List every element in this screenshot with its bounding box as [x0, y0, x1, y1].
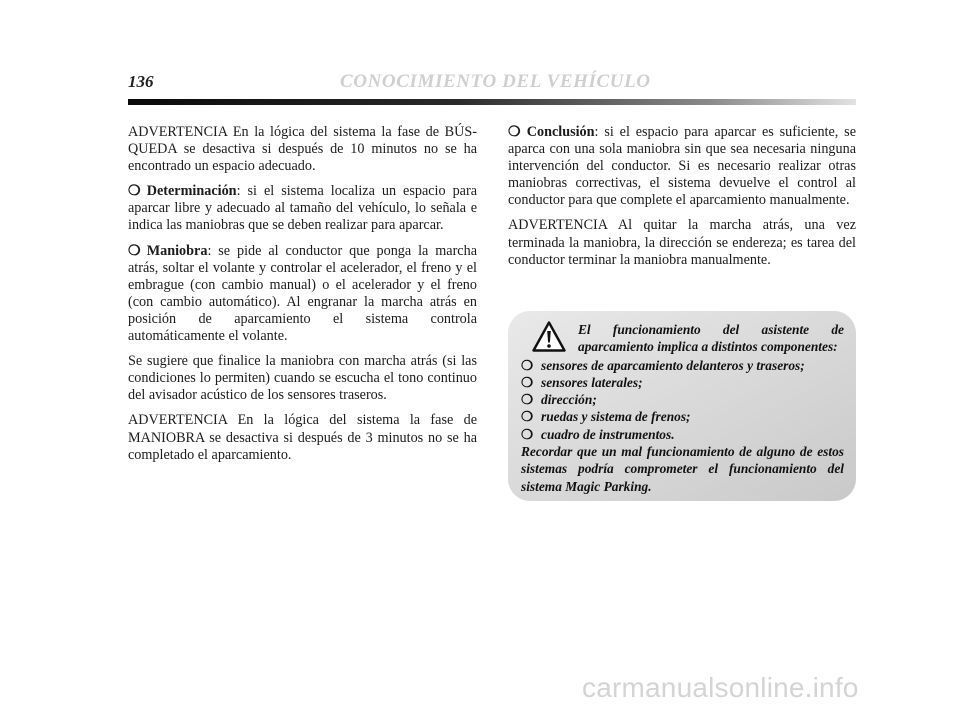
list-item-text: dirección; — [541, 392, 597, 408]
running-title: CONOCIMIENTO DEL VEHÍCULO — [340, 71, 651, 92]
term-determinacion: Determinación — [146, 183, 237, 200]
page-number: 136 — [128, 72, 154, 91]
list-item-text: cuadro de instrumentos. — [541, 426, 675, 442]
bullet-icon: ❍ — [521, 357, 534, 373]
warning-list — [521, 357, 844, 443]
paragraph-reverse-warning: ADVERTENCIA Al quitar la marcha atrás, una vez terminada la maniobra, la dirección se endereza; es tarea del conductor terminar la maniobra manualmente. — [508, 217, 856, 268]
term-conclusion: Conclusión — [526, 124, 595, 140]
text-conclusion: : si el espacio para aparcar es suficiente, se aparca con una sola maniobra sin que sea necesaria ninguna intervención del conductor. Si es necesario realizar otras maniobras correctivas, el sistema devuelve el control al conductor para que complete el aparcamiento manualmente. — [508, 124, 856, 209]
warning-box — [508, 311, 856, 501]
paragraph-busqueda-warning: ADVERTENCIA En la lógica del sistema la fase de BÚS-QUEDA se desactiva si después de 10 minutos no se ha encontrado un espacio adecuado. — [128, 124, 477, 175]
warning-header — [521, 321, 844, 356]
list-item — [521, 374, 844, 391]
right-column — [508, 124, 856, 277]
list-item-text: sensores laterales; — [541, 374, 643, 390]
bullet-icon: ❍ — [521, 409, 534, 425]
paragraph-maniobra — [128, 243, 477, 346]
term-maniobra: Maniobra — [146, 242, 208, 259]
list-item — [521, 426, 844, 443]
bullet-icon: ❍ — [128, 183, 141, 200]
warning-triangle-icon — [532, 321, 566, 352]
list-item — [521, 357, 844, 374]
warning-heading: El funcionamiento del asistente de aparcamiento implica a distintos componentes: — [578, 322, 844, 355]
watermark: carmanualsonline.info — [582, 672, 859, 703]
text-determinacion: : si el sistema localiza un espacio para aparcar libre y adecuado al tamaño del vehículo, lo señala e indica las maniobras que se deben realizar para aparcar. — [128, 183, 477, 234]
bullet-icon: ❍ — [521, 392, 534, 408]
bullet-icon: ❍ — [521, 426, 534, 442]
list-item — [521, 391, 844, 408]
text-maniobra: : se pide al conductor que ponga la marcha atrás, soltar el volante y controlar el acelerador, el freno y el embrague (con cambio manual) o el acelerador y el freno (con cambio automático). Al engranar la marcha atrás en posición de aparcamiento el sistema controla automáticamente el volante. — [128, 242, 477, 345]
list-item-text: ruedas y sistema de frenos; — [541, 409, 691, 425]
list-item — [521, 408, 844, 425]
paragraph-conclusion — [508, 124, 856, 209]
paragraph-suggestion: Se sugiere que finalice la maniobra con marcha atrás (si las condiciones lo permiten) cuando se escucha el tono continuo del avisador acústico de los sensores traseros. — [128, 353, 477, 404]
paragraph-determinacion — [128, 183, 477, 234]
bullet-icon: ❍ — [128, 242, 141, 259]
bullet-icon: ❍ — [508, 124, 521, 140]
list-item-text: sensores de aparcamiento delanteros y traseros; — [541, 357, 805, 373]
bullet-icon: ❍ — [521, 374, 534, 390]
header-rule — [128, 99, 856, 105]
left-column — [128, 124, 477, 472]
warning-note: Recordar que un mal funcionamiento de alguno de estos sistemas podría comprometer el funcionamiento del sistema Magic Parking. — [521, 444, 844, 494]
paragraph-maniobra-warning: ADVERTENCIA En la lógica del sistema la fase de MANIOBRA se desactiva si después de 3 minutos no se ha completado el aparcamiento. — [128, 412, 477, 463]
